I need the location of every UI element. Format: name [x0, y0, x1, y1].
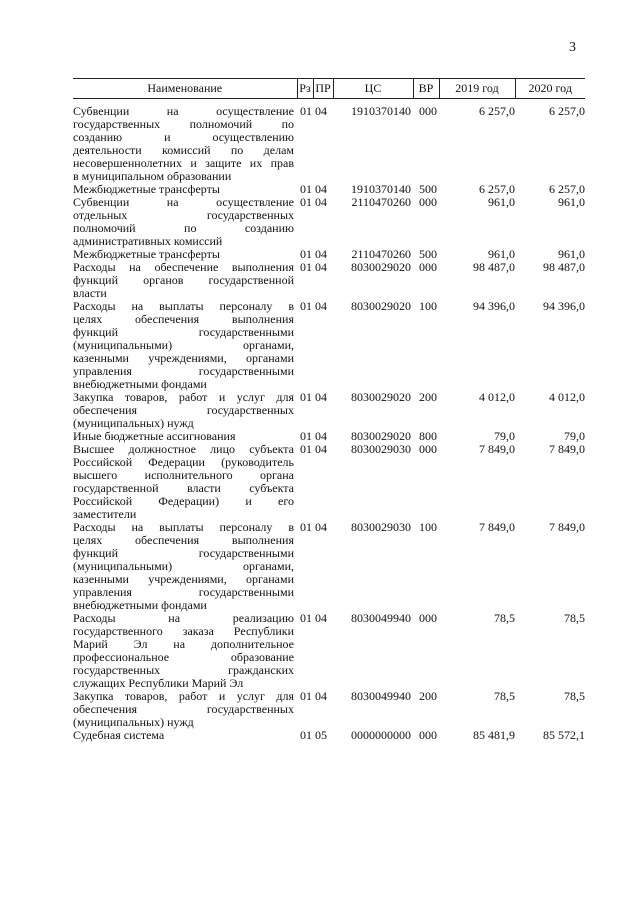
row-amount-2020: 7 849,0	[549, 442, 585, 456]
row-vr: 500	[419, 247, 437, 261]
row-name-line: Российской Федерации) и его	[73, 495, 294, 508]
row-amount-2019: 6 257,0	[479, 182, 515, 196]
row-rz: 01	[300, 182, 312, 196]
row-name-line: отдельных государственных	[73, 209, 294, 222]
row-name-line: управления государственными	[73, 586, 294, 599]
table-row	[73, 261, 585, 300]
row-amount-2019: 961,0	[488, 247, 515, 261]
row-rz: 01	[300, 195, 312, 209]
row-vr: 800	[419, 429, 437, 443]
row-name-line: несовершеннолетних и защите их прав	[73, 157, 294, 170]
row-rz: 01	[300, 611, 312, 625]
row-name	[73, 99, 297, 184]
row-vr: 000	[419, 728, 437, 742]
row-name	[73, 300, 297, 391]
header-pr: ПР	[313, 79, 333, 99]
row-amount-2020: 7 849,0	[549, 520, 585, 534]
row-amount-2020: 78,5	[564, 611, 585, 625]
row-name-line: в муниципальном образовании	[73, 170, 232, 183]
row-name-line: Российской Федерации (руководитель	[73, 456, 294, 469]
row-pr: 04	[315, 104, 327, 118]
row-amount-2020: 78,5	[564, 689, 585, 703]
row-name	[73, 196, 297, 248]
row-name-line: целях обеспечения выполнения	[73, 313, 294, 326]
row-name-line: (муниципальных) нужд	[73, 716, 194, 729]
row-pr: 04	[315, 442, 327, 456]
row-cs: 2110470260	[351, 195, 411, 209]
row-name-line: казенными учреждениями, органами	[73, 352, 294, 365]
row-name-line: Высшее должностное лицо субъекта	[73, 443, 294, 456]
row-name-line: внебюджетными фондами	[73, 378, 207, 391]
header-2019: 2019 год	[439, 79, 515, 99]
row-name-line: Закупка товаров, работ и услуг для	[73, 391, 294, 404]
row-name-line: управления государственными	[73, 365, 294, 378]
row-vr: 000	[419, 104, 437, 118]
row-cs: 8030029030	[351, 520, 411, 534]
row-name-line: Расходы на выплаты персоналу в	[73, 300, 294, 313]
row-name-line: целях обеспечения выполнения	[73, 534, 294, 547]
row-vr: 000	[419, 260, 437, 274]
row-amount-2020: 85 572,1	[543, 728, 585, 742]
header-2020: 2020 год	[515, 79, 585, 99]
row-amount-2019: 94 396,0	[473, 299, 515, 313]
row-name-line: Расходы на обеспечение выполнения	[73, 261, 294, 274]
row-amount-2019: 79,0	[494, 429, 515, 443]
row-name-line: Расходы на реализацию	[73, 612, 294, 625]
row-name-line: государственных полномочий по	[73, 118, 294, 131]
row-rz: 01	[300, 520, 312, 534]
row-amount-2020: 6 257,0	[549, 104, 585, 118]
row-cs: 8030029020	[351, 299, 411, 313]
row-rz: 01	[300, 429, 312, 443]
row-name	[73, 612, 297, 690]
row-name	[73, 261, 297, 300]
row-rz: 01	[300, 247, 312, 261]
row-name-line: государственного заказа Республики	[73, 625, 294, 638]
row-name	[73, 248, 297, 261]
row-name	[73, 183, 297, 196]
row-rz: 01	[300, 104, 312, 118]
table-row	[73, 729, 585, 742]
row-name-line: казенными учреждениями, органами	[73, 573, 294, 586]
table-body	[73, 99, 585, 743]
row-rz: 01	[300, 442, 312, 456]
row-vr: 200	[419, 390, 437, 404]
row-name	[73, 443, 297, 521]
row-rz: 01	[300, 728, 312, 742]
row-cs: 1910370140	[351, 104, 411, 118]
row-amount-2020: 961,0	[558, 195, 585, 209]
row-amount-2020: 79,0	[564, 429, 585, 443]
row-name-line: государственных гражданских	[73, 664, 294, 677]
table-row	[73, 391, 585, 430]
row-name-line: государственной власти субъекта	[73, 482, 294, 495]
table-row	[73, 612, 585, 690]
row-rz: 01	[300, 689, 312, 703]
row-name-line: высшего исполнительного органа	[73, 469, 294, 482]
row-vr: 100	[419, 299, 437, 313]
row-cs: 8030029020	[351, 429, 411, 443]
table-row	[73, 690, 585, 729]
table-row	[73, 300, 585, 391]
row-name	[73, 690, 297, 729]
row-name-line: административных комиссий	[73, 235, 223, 248]
row-name-line: функций органов государственной	[73, 274, 294, 287]
row-pr: 04	[315, 390, 327, 404]
row-name-line: служащих Республики Марий Эл	[73, 677, 244, 690]
table-header-row	[73, 79, 585, 99]
row-amount-2020: 98 487,0	[543, 260, 585, 274]
row-name-line: Субвенции на осуществление	[73, 196, 294, 209]
header-cs: ЦС	[333, 79, 413, 99]
row-name-line: профессиональное образование	[73, 651, 294, 664]
row-name-line: полномочий по созданию	[73, 222, 294, 235]
row-amount-2019: 4 012,0	[479, 390, 515, 404]
row-cs: 1910370140	[351, 182, 411, 196]
row-amount-2019: 98 487,0	[473, 260, 515, 274]
row-name	[73, 391, 297, 430]
row-vr: 200	[419, 689, 437, 703]
page-number: 3	[569, 40, 576, 55]
row-name-line: Расходы на выплаты персоналу в	[73, 521, 294, 534]
row-amount-2019: 7 849,0	[479, 442, 515, 456]
row-amount-2019: 961,0	[488, 195, 515, 209]
row-vr: 000	[419, 442, 437, 456]
row-name-line: Межбюджетные трансферты	[73, 183, 220, 196]
row-pr: 04	[315, 182, 327, 196]
budget-table	[73, 78, 585, 742]
row-name-line: (муниципальных) нужд	[73, 417, 194, 430]
row-name-line: Судебная система	[73, 729, 165, 742]
row-amount-2020: 6 257,0	[549, 182, 585, 196]
row-name-line: обеспечения государственных	[73, 703, 294, 716]
row-amount-2019: 7 849,0	[479, 520, 515, 534]
header-name: Наименование	[73, 79, 297, 99]
row-name-line: функций государственными	[73, 547, 294, 560]
header-vr: ВР	[413, 79, 439, 99]
row-rz: 01	[300, 299, 312, 313]
row-pr: 04	[315, 520, 327, 534]
row-name-line: власти	[73, 287, 107, 300]
row-name-line: функций государственными	[73, 326, 294, 339]
row-name-line: Субвенции на осуществление	[73, 105, 294, 118]
table-row	[73, 196, 585, 248]
row-pr: 05	[315, 728, 327, 742]
row-pr: 04	[315, 260, 327, 274]
row-amount-2020: 4 012,0	[549, 390, 585, 404]
row-cs: 8030029020	[351, 390, 411, 404]
row-cs: 0000000000	[351, 728, 411, 742]
row-vr: 000	[419, 195, 437, 209]
header-rz: Рз	[297, 79, 313, 99]
row-name-line: Иные бюджетные ассигнования	[73, 430, 236, 443]
table-row	[73, 99, 585, 184]
row-pr: 04	[315, 299, 327, 313]
row-vr: 000	[419, 611, 437, 625]
row-name-line: Марий Эл на дополнительное	[73, 638, 294, 651]
row-vr: 500	[419, 182, 437, 196]
row-name-line: заместители	[73, 508, 137, 521]
row-cs: 2110470260	[351, 247, 411, 261]
row-amount-2020: 961,0	[558, 247, 585, 261]
row-name-line: Межбюджетные трансферты	[73, 248, 220, 261]
row-pr: 04	[315, 247, 327, 261]
row-amount-2019: 78,5	[494, 689, 515, 703]
row-name	[73, 521, 297, 612]
row-rz: 01	[300, 390, 312, 404]
row-name-line: обеспечения государственных	[73, 404, 294, 417]
row-rz: 01	[300, 260, 312, 274]
row-name-line: созданию и осуществлению	[73, 131, 294, 144]
row-name	[73, 430, 297, 443]
row-pr: 04	[315, 689, 327, 703]
row-name-line: (муниципальными) органами,	[73, 560, 294, 573]
row-cs: 8030049940	[351, 611, 411, 625]
row-pr: 04	[315, 429, 327, 443]
row-cs: 8030049940	[351, 689, 411, 703]
row-name-line: внебюджетными фондами	[73, 599, 207, 612]
row-cs: 8030029020	[351, 260, 411, 274]
row-amount-2020: 94 396,0	[543, 299, 585, 313]
row-vr: 100	[419, 520, 437, 534]
row-name	[73, 729, 297, 742]
row-name-line: деятельности комиссий по делам	[73, 144, 294, 157]
row-amount-2019: 6 257,0	[479, 104, 515, 118]
row-pr: 04	[315, 611, 327, 625]
table-row	[73, 443, 585, 521]
row-amount-2019: 78,5	[494, 611, 515, 625]
row-amount-2019: 85 481,9	[473, 728, 515, 742]
row-cs: 8030029030	[351, 442, 411, 456]
row-pr: 04	[315, 195, 327, 209]
row-name-line: (муниципальными) органами,	[73, 339, 294, 352]
table-row	[73, 521, 585, 612]
row-name-line: Закупка товаров, работ и услуг для	[73, 690, 294, 703]
